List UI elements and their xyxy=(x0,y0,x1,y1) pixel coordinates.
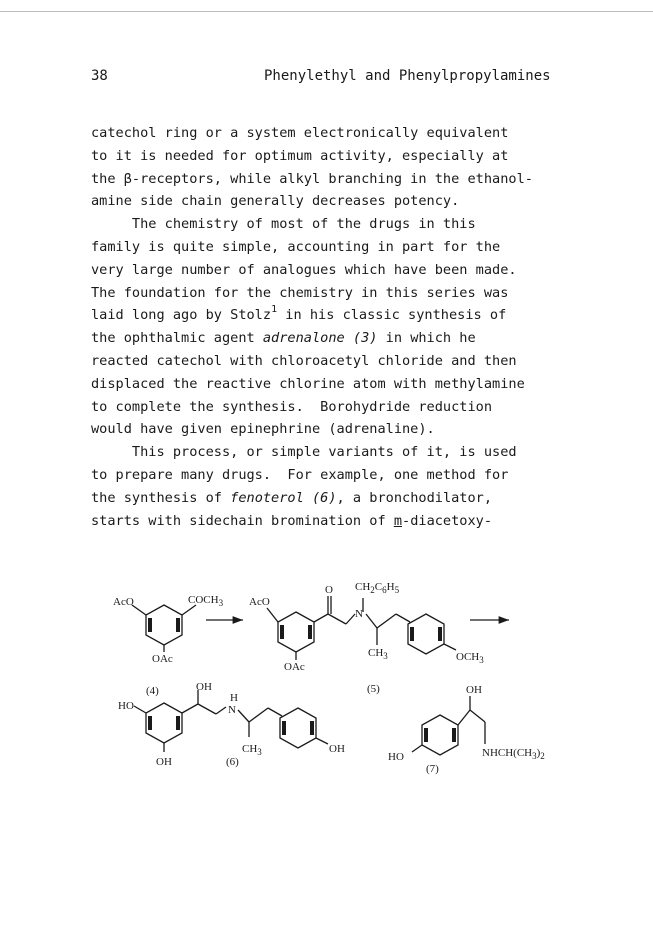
page-number: 38 xyxy=(91,68,108,84)
p1-line-2: to it is needed for optimum activity, especially at xyxy=(91,147,509,164)
p2-line-6-text-a: the ophthalmic agent xyxy=(91,330,263,347)
carbonyl-o-label-5: O xyxy=(325,584,333,596)
p2-line-8: displaced the reactive chlorine atom with methylamine xyxy=(91,375,525,392)
oac-label-5: OAc xyxy=(284,661,305,673)
p3-line-1: This process, or simple variants of it, is used xyxy=(91,444,517,461)
meta-prefix: m xyxy=(393,512,403,529)
p3-line-2: to prepare many drugs. For example, one method for xyxy=(91,466,509,483)
ho-label-6: HO xyxy=(118,700,134,712)
p2-line-1: The chemistry of most of the drugs in this xyxy=(91,216,476,233)
adrenalone-ref: adrenalone (3) xyxy=(262,330,378,347)
p3-line-4-text-b: -diacetoxy- xyxy=(402,512,493,529)
h-label-6: H xyxy=(230,692,238,704)
benzyl-label-5: $CH_2C_6H_5$ xyxy=(355,581,400,595)
n-label-6: N xyxy=(228,704,236,716)
aco-label-5: AcO xyxy=(249,596,270,608)
coch3-label-4: $COCH_3$ xyxy=(188,594,224,608)
ho-label-7: HO xyxy=(388,751,404,763)
p2-line-3: very large number of analogues which have been made. xyxy=(91,261,517,278)
structure-7 xyxy=(388,684,545,775)
p1-line-4: amine side chain generally decreases potency. xyxy=(91,193,460,210)
p1-line-3: the β-receptors, while alkyl branching in the ethanol- xyxy=(91,170,533,187)
p2-line-2: family is quite simple, accounting in part for the xyxy=(91,238,501,255)
compound-label-7: (7) xyxy=(426,763,439,775)
p1-line-1: catechol ring or a system electronically equivalent xyxy=(91,125,509,141)
running-head: Phenylethyl and Phenylpropylamines xyxy=(264,68,551,84)
p3-line-3-text-a: the synthesis of xyxy=(91,489,231,506)
p2-line-7: reacted catechol with chloroacetyl chloride and then xyxy=(91,352,517,369)
p3-line-4-text-a: starts with sidechain bromination of xyxy=(91,512,394,529)
ch3-label-5: $CH_3$ xyxy=(368,647,388,661)
p2-line-4: The foundation for the chemistry in this series was xyxy=(91,284,509,301)
aco-label-4: AcO xyxy=(113,596,134,608)
ch3-label-6: $CH_3$ xyxy=(242,743,262,757)
p2-line-5-text-b: in his classic synthesis of xyxy=(277,307,507,324)
structure-5 xyxy=(249,581,484,695)
compound-label-5: (5) xyxy=(367,683,380,695)
footnote-ref: 1 xyxy=(271,304,278,316)
compound-label-4: (4) xyxy=(146,685,159,697)
oh-top-label-6: OH xyxy=(196,681,212,693)
amine-label-7: $NHCH(CH_3)_2$ xyxy=(482,747,545,761)
n-label-5: N xyxy=(355,608,363,620)
och3-label-5: $OCH_3$ xyxy=(456,651,484,665)
p2-line-9: to complete the synthesis. Borohydride reduction xyxy=(91,398,493,415)
p2-line-10: would have given epinephrine (adrenaline). xyxy=(91,421,435,438)
p2-line-5-text-a: laid long ago by Stolz xyxy=(91,307,272,324)
oh-right-label-6: OH xyxy=(329,743,345,755)
p2-line-6-text-b: in which he xyxy=(377,330,476,347)
oac-label-4: OAc xyxy=(152,653,173,665)
p3-line-3-text-b: , a bronchodilator, xyxy=(336,489,493,506)
oh-top-label-7: OH xyxy=(466,684,482,696)
oh-bottom-label-6: OH xyxy=(156,756,172,768)
fenoterol-ref: fenoterol (6) xyxy=(230,489,337,506)
compound-label-6: (6) xyxy=(226,756,239,768)
